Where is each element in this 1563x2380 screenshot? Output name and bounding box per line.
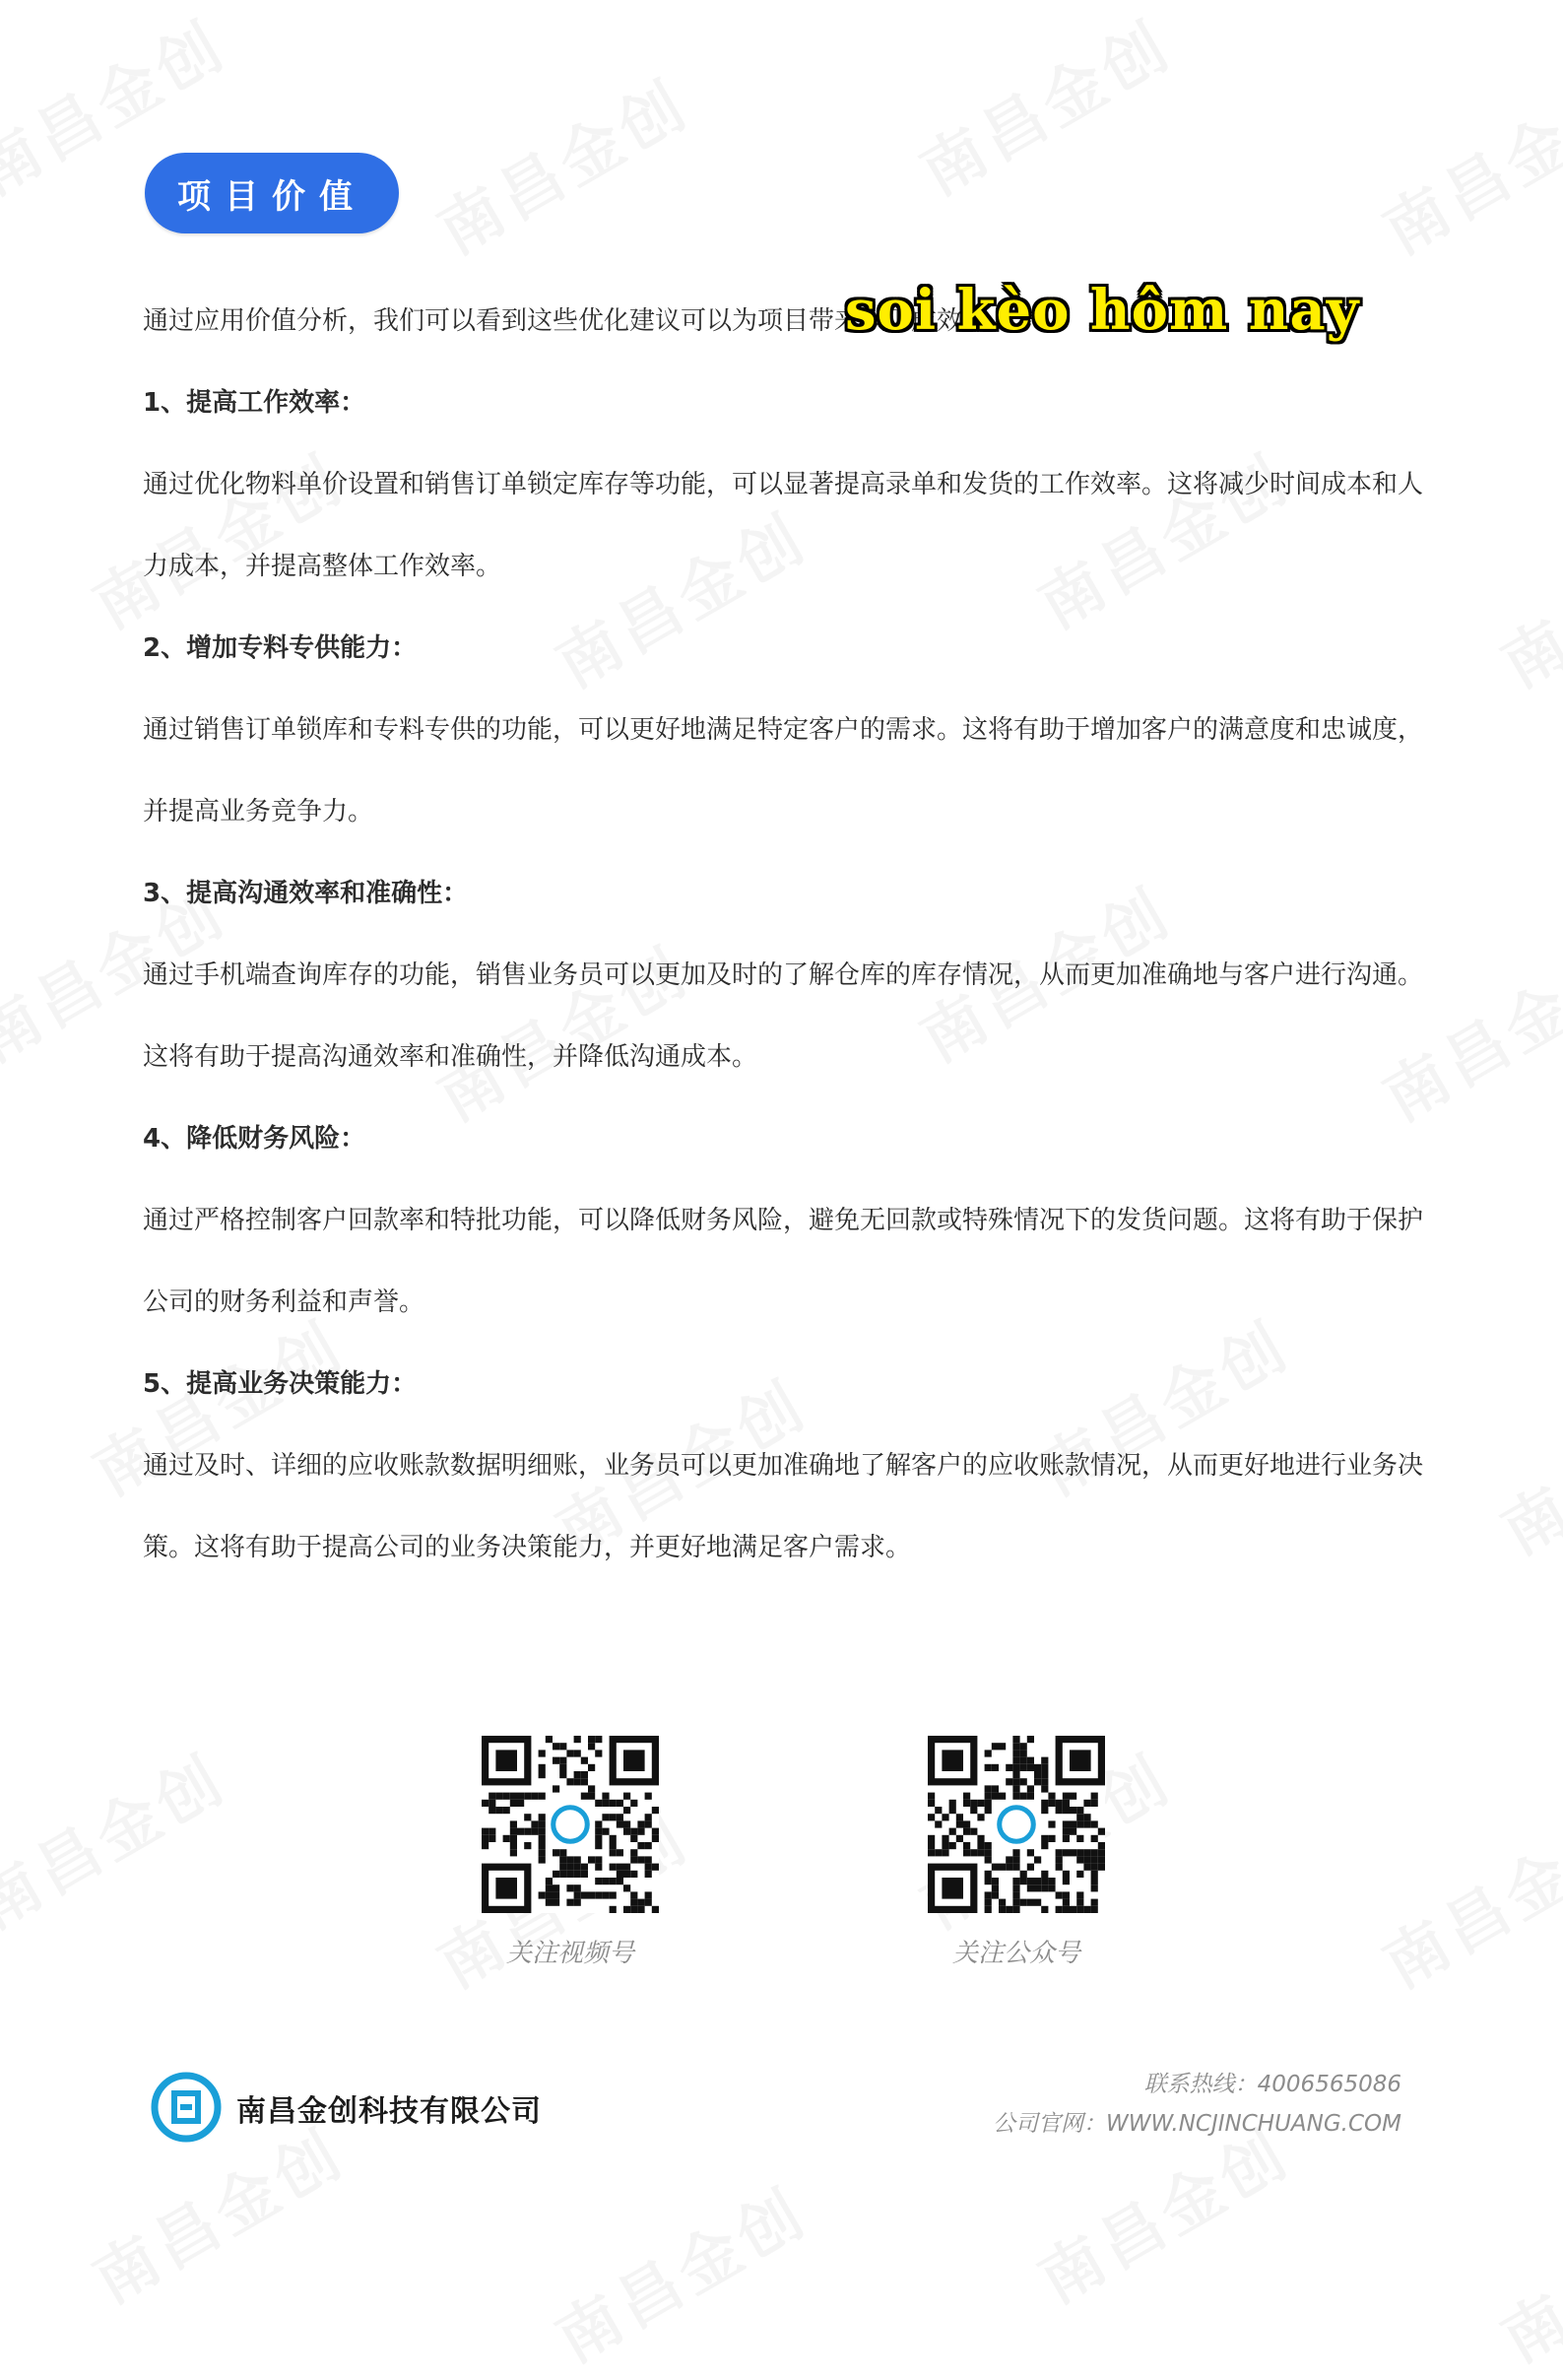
qr-video-channel[interactable] xyxy=(482,1736,659,1969)
document-body xyxy=(143,281,1423,1589)
overlay-banner-text: soi kèo hôm nay xyxy=(845,278,1360,343)
item-heading-2: 2、增加专料专供能力： xyxy=(143,633,418,663)
item-body-5: 通过及时、详细的应收账款数据明细账，业务员可以更加准确地了解客户的应收账款情况，从而更好地进行业务决策。这将有助于提高公司的业务决策能力，并更好地满足客户需求。 xyxy=(143,1451,1424,1562)
item-heading-5: 5、提高业务决策能力： xyxy=(143,1369,418,1399)
watermark-text xyxy=(1365,55,1563,272)
watermark-text xyxy=(1483,1355,1563,1572)
watermark-text xyxy=(902,0,1186,213)
website[interactable]: 公司官网：WWW.NCJINCHUANG.COM xyxy=(993,2111,1401,2137)
watermark-text xyxy=(538,2163,821,2380)
watermark-text xyxy=(1483,489,1563,705)
company-name: 南昌金创科技有限公司 xyxy=(236,2094,542,2129)
watermark-text xyxy=(1365,1789,1563,2006)
intro-paragraph: 通过应用价值分析，我们可以看到这些优化建议可以为项目带来以下成效： xyxy=(143,306,989,336)
item-heading-1: 1、提高工作效率： xyxy=(143,388,366,418)
qr-official-account[interactable] xyxy=(928,1736,1105,1969)
item-body-1: 通过优化物料单价设置和销售订单锁定库存等功能，可以显著提高录单和发货的工作效率。这将减少时间成本和人力成本，并提高整体工作效率。 xyxy=(143,470,1424,581)
item-body-3: 通过手机端查询库存的功能，销售业务员可以更加及时的了解仓库的库存情况，从而更加准确地与客户进行沟通。这将有助于提高沟通效率和准确性，并降低沟通成本。 xyxy=(143,960,1424,1072)
contact-info xyxy=(993,2065,1401,2144)
watermark-text xyxy=(1483,2163,1563,2380)
company-logo-icon xyxy=(151,2072,222,2143)
item-body-2: 通过销售订单锁库和专料专供的功能，可以更好地满足特定客户的需求。这将有助于增加客户的满意度和忠诚度，并提高业务竞争力。 xyxy=(143,715,1424,826)
item-body-4: 通过严格控制客户回款率和特批功能，可以降低财务风险，避免无回款或特殊情况下的发货问题。这将有助于保护公司的财务利益和声誉。 xyxy=(143,1206,1424,1317)
item-heading-3: 3、提高沟通效率和准确性： xyxy=(143,879,469,908)
item-heading-4: 4、降低财务风险： xyxy=(143,1124,366,1154)
watermark-text xyxy=(0,1730,240,1947)
section-title: 项目价值 xyxy=(145,153,399,233)
qr-caption-video: 关注视频号 xyxy=(505,1939,634,1968)
qr-code-icon xyxy=(482,1736,659,1913)
qr-code-icon xyxy=(928,1736,1105,1913)
hotline: 联系热线：4006565086 xyxy=(1143,2072,1401,2097)
qr-caption-account: 关注公众号 xyxy=(951,1939,1080,1968)
watermark-text xyxy=(420,55,703,272)
